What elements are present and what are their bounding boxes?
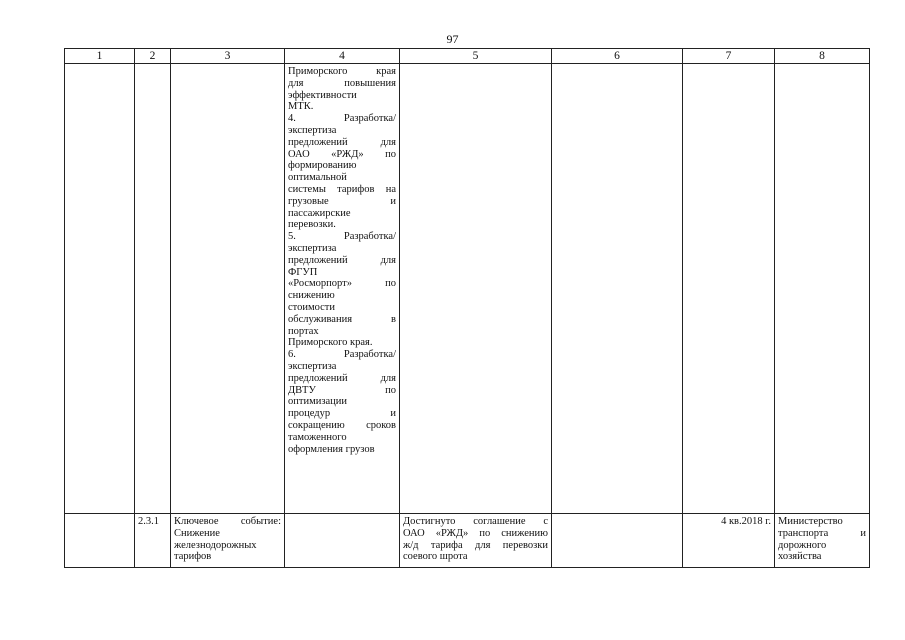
cell-col-5 bbox=[400, 64, 552, 514]
event-title bbox=[174, 516, 281, 563]
plan-table bbox=[64, 48, 870, 568]
text-line: соевого шрота bbox=[403, 551, 468, 563]
text-line: оформления грузов bbox=[288, 443, 375, 455]
text-line: оптимальной bbox=[288, 172, 347, 184]
text-line: Приморского края bbox=[288, 66, 396, 77]
event-responsible bbox=[778, 516, 866, 563]
text-line: хозяйства bbox=[778, 551, 822, 563]
event-cell-col-6 bbox=[552, 514, 683, 568]
text-line: обслуживания в bbox=[288, 313, 396, 325]
cell-col-1 bbox=[65, 64, 135, 514]
text-line: ж/д тарифа для перевозки bbox=[403, 539, 548, 551]
header-col-3: 3 bbox=[171, 49, 285, 64]
text-line: формированию bbox=[288, 160, 357, 172]
text-line: тарифов bbox=[174, 551, 212, 563]
text-line: «Росморпорт» по bbox=[288, 278, 396, 290]
text-line: таможенного bbox=[288, 431, 347, 443]
text-line: ОАО «РЖД» по bbox=[288, 148, 396, 160]
event-title-cell bbox=[171, 514, 285, 568]
text-line: грузовые и bbox=[288, 195, 396, 207]
text-line: сокращению сроков bbox=[288, 419, 396, 431]
event-result bbox=[403, 516, 548, 563]
header-col-1: 1 bbox=[65, 49, 135, 64]
text-line: Ключевое событие: bbox=[174, 516, 281, 527]
text-line: дорожного bbox=[778, 539, 827, 551]
header-col-6: 6 bbox=[552, 49, 683, 64]
text-line: ДВТУ по bbox=[288, 384, 396, 396]
text-line: оптимизации bbox=[288, 396, 348, 408]
cell-col-4-measures bbox=[285, 64, 400, 514]
text-line: Приморского края. bbox=[288, 337, 373, 349]
header-col-5: 5 bbox=[400, 49, 552, 64]
header-col-8: 8 bbox=[775, 49, 870, 64]
header-col-4: 4 bbox=[285, 49, 400, 64]
cell-col-3 bbox=[171, 64, 285, 514]
text-line: экспертиза bbox=[288, 360, 337, 372]
cell-col-7 bbox=[683, 64, 775, 514]
text-line: снижению bbox=[288, 290, 335, 302]
text-line: экспертиза bbox=[288, 242, 337, 254]
event-cell-col-1 bbox=[65, 514, 135, 568]
text-line: процедур и bbox=[288, 408, 396, 420]
text-line: ОАО «РЖД» по снижению bbox=[403, 527, 548, 539]
text-line: транспорта и bbox=[778, 527, 866, 539]
text-line: ФГУП bbox=[288, 266, 318, 278]
header-col-7: 7 bbox=[683, 49, 775, 64]
measures-text bbox=[288, 66, 396, 455]
text-line: МТК. bbox=[288, 101, 314, 113]
text-line: экспертиза bbox=[288, 124, 337, 136]
event-result-cell bbox=[400, 514, 552, 568]
text-line: для повышения bbox=[288, 77, 396, 89]
text-line: предложений для bbox=[288, 254, 396, 266]
event-number: 2.3.1 bbox=[135, 514, 171, 568]
text-line: Снижение bbox=[174, 527, 220, 539]
text-line: портах bbox=[288, 325, 319, 337]
table-row-continuation bbox=[65, 64, 870, 514]
text-line: эффективности bbox=[288, 89, 357, 101]
text-line: перевозки. bbox=[288, 219, 336, 231]
event-cell-col-4 bbox=[285, 514, 400, 568]
cell-col-2 bbox=[135, 64, 171, 514]
table-row-key-event bbox=[65, 514, 870, 568]
text-line: предложений для bbox=[288, 372, 396, 384]
cell-col-6 bbox=[552, 64, 683, 514]
text-line: пассажирские bbox=[288, 207, 351, 219]
cell-col-8 bbox=[775, 64, 870, 514]
text-line: 6. Разработка/ bbox=[288, 349, 396, 361]
text-line: 4. Разработка/ bbox=[288, 113, 396, 125]
header-col-2: 2 bbox=[135, 49, 171, 64]
text-line: стоимости bbox=[288, 301, 336, 313]
event-responsible-cell bbox=[775, 514, 870, 568]
text-line: Достигнуто соглашение с bbox=[403, 516, 548, 527]
text-line: железнодорожных bbox=[174, 539, 257, 551]
text-line: предложений для bbox=[288, 136, 396, 148]
text-line: Министерство bbox=[778, 516, 843, 527]
text-line: 5. Разработка/ bbox=[288, 231, 396, 243]
event-deadline: 4 кв.2018 г. bbox=[683, 514, 775, 568]
page-number: 97 bbox=[446, 32, 459, 46]
header-row bbox=[65, 49, 870, 64]
text-line: системы тарифов на bbox=[288, 183, 396, 195]
